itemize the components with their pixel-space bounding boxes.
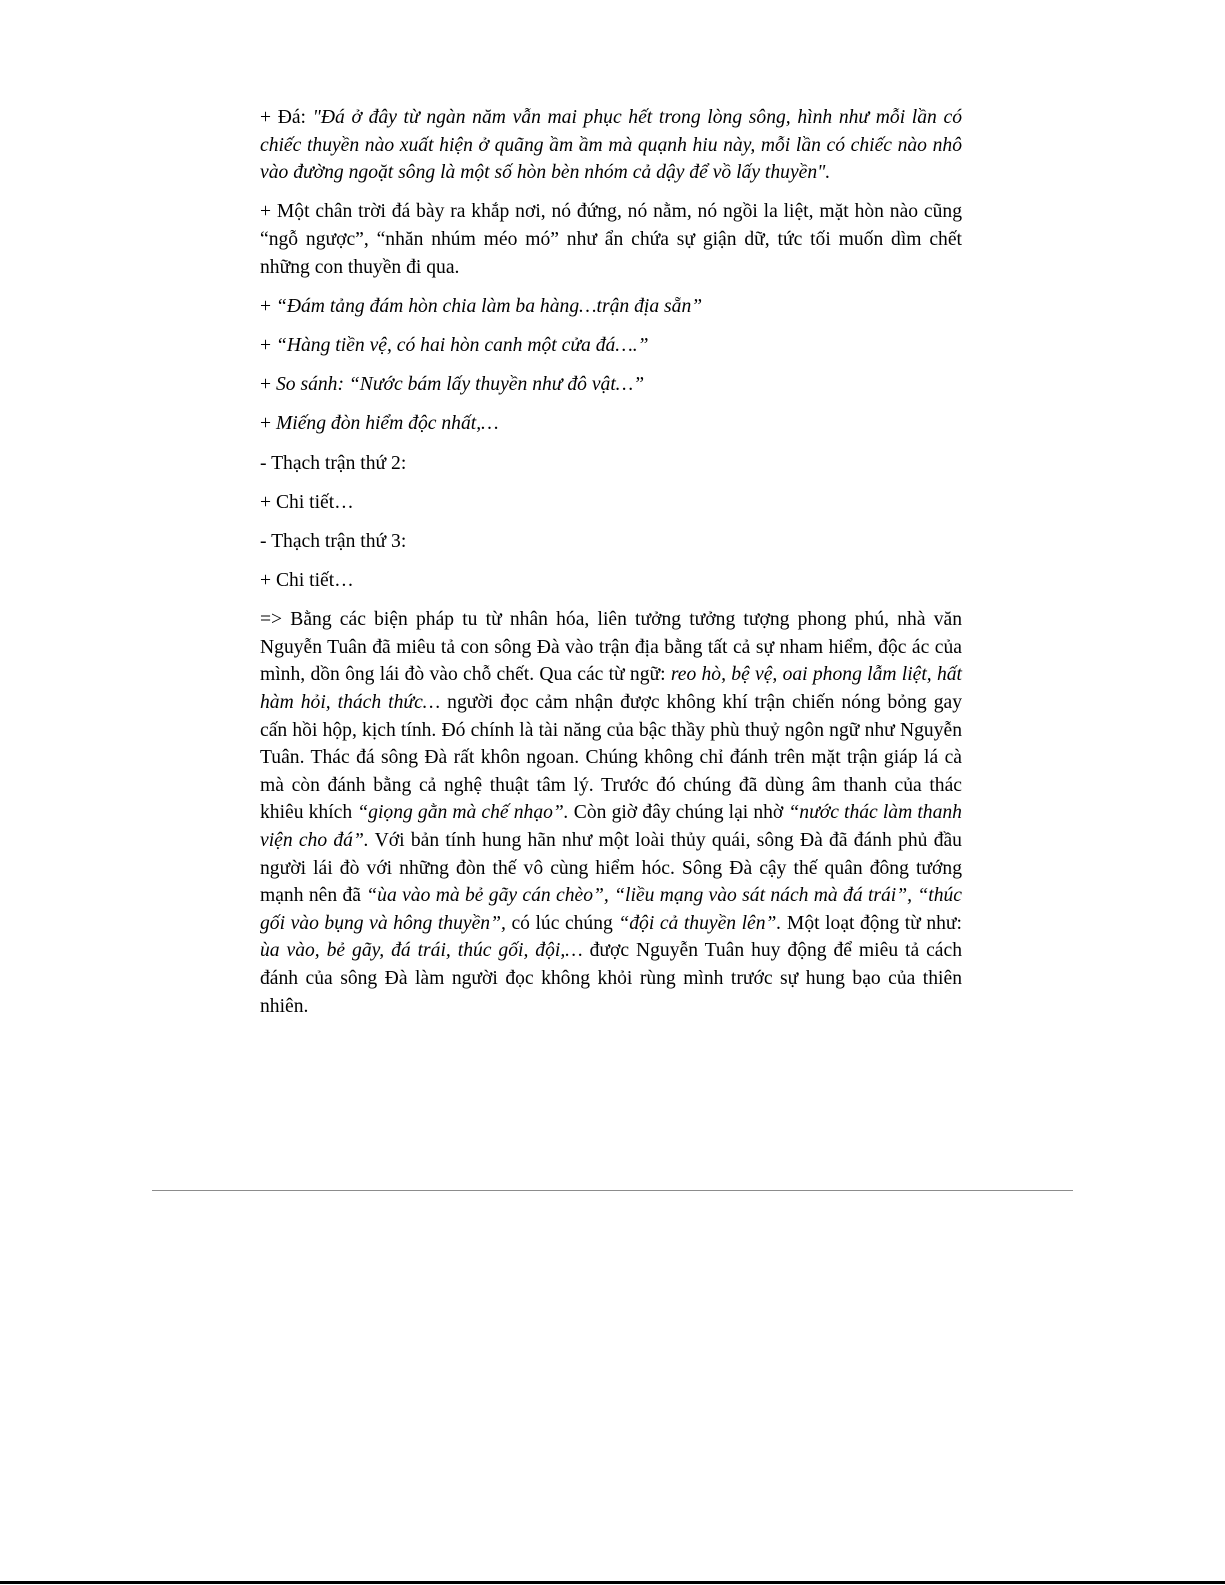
paragraph-battle-2: [260, 450, 962, 478]
section-label: - Thạch trận thứ 3:: [260, 530, 407, 552]
page-bottom-border: [0, 1581, 1225, 1584]
text-run: Với bản tính hung hãn như một loài thủy quái, sông Đà đã đánh phủ đầu người lái đò với những đòn thế vô cùng hiểm hóc. Sông Đà cậy thế quân đông tướng mạnh nên đã: [260, 830, 962, 907]
italic-quote: “Đám tảng đám hòn chia làm ba hàng…trận địa sẵn”: [275, 295, 703, 317]
text-run: Một loạt động từ như:: [781, 912, 962, 934]
paragraph-stone-quote: [260, 104, 962, 187]
text-run: Còn giờ đây chúng lại nhờ: [568, 802, 789, 824]
section-label: - Thạch trận thứ 2:: [260, 452, 407, 474]
paragraph-conclusion: [260, 606, 962, 1020]
italic-quote: "Đá ở đây từ ngàn năm vẫn mai phục hết trong lòng sông, hình như mỗi lần có chiếc thuyền nào xuất hiện ở quãng ầm ầm mà quạnh hiu này, mỗi lần có chiếc nào nhô vào đường ngoặt sông là một số hòn bèn nhóm cả dậy để vồ lấy thuyền".: [260, 107, 962, 184]
bullet-marker: +: [260, 413, 276, 435]
text-run: + Một chân trời đá bày ra khắp nơi, nó đứng, nó nằm, nó ngồi la liệt, mặt hòn nào cũng “ngỗ ngược”, “nhăn nhúm méo mó” như ẩn chứa sự giận dữ, tức tối muốn dìm chết những con thuyền đi qua.: [260, 201, 962, 278]
bullet-marker: +: [260, 374, 276, 396]
italic-quote: “nước thác làm thanh viện cho đá”.: [260, 802, 962, 851]
italic-text: ùa vào, bẻ gãy, đá trái, thúc gối, đội,…: [260, 940, 583, 962]
paragraph-vanguard: [260, 332, 962, 360]
detail-placeholder: + Chi tiết…: [260, 491, 354, 513]
italic-quote: “Hàng tiền vệ, có hai hòn canh một cửa đá….”: [275, 334, 649, 356]
paragraph-unique-move: [260, 410, 962, 438]
text-run: có lúc chúng: [505, 912, 619, 934]
italic-quote: “ùa vào mà bẻ gãy cán chèo”, “liều mạng vào sát nách mà đá trái”, “thúc gối vào bụng và hông thuyền”,: [260, 885, 962, 934]
paragraph-stone-horizon: [260, 198, 962, 281]
page-separator-line: [152, 1190, 1073, 1191]
bullet-marker: +: [260, 334, 276, 356]
text-run: + Đá:: [260, 107, 313, 128]
italic-quote: “giọng gằn mà chế nhạo”.: [357, 802, 569, 824]
italic-text: Miếng đòn hiểm độc nhất,…: [275, 413, 499, 435]
italic-quote: So sánh: “Nước bám lấy thuyền như đô vật…”: [275, 374, 645, 396]
paragraph-detail-3: [260, 567, 962, 595]
text-run: người đọc cảm nhận được không khí trận chiến nóng bỏng gay cấn hồi hộp, kịch tính. Đó chính là tài năng của bậc thầy phù thuỷ ngôn ngữ như Nguyễn Tuân. Thác đá sông Đà rất khôn ngoan. Chúng không chỉ đánh trên mặt trận giáp lá cà mà còn đánh bằng cả nghệ thuật tâm lý. Trước đó chúng đã dùng âm thanh của thác khiêu khích: [260, 692, 962, 824]
detail-placeholder: + Chi tiết…: [260, 570, 354, 592]
paragraph-battle-3: [260, 528, 962, 556]
paragraph-three-rows: [260, 293, 962, 321]
bullet-marker: +: [260, 295, 276, 317]
italic-quote: “đội cả thuyền lên”.: [618, 912, 782, 934]
document-body: [260, 104, 962, 1032]
text-run: được Nguyễn Tuân huy động để miêu tả cách đánh của sông Đà làm người đọc không khỏi rùng mình trước sự hung bạo của thiên nhiên.: [260, 940, 962, 1017]
paragraph-comparison: [260, 371, 962, 399]
text-run: => Bằng các biện pháp tu từ nhân hóa, liên tưởng tưởng tượng phong phú, nhà văn Nguyễn Tuân đã miêu tả con sông Đà vào trận địa bằng tất cả sự nham hiểm, độc ác của mình, dồn ông lái đò vào chỗ chết. Qua các từ ngữ:: [260, 609, 962, 686]
italic-text: reo hò, bệ vệ, oai phong lẫm liệt, hất hàm hỏi, thách thức…: [260, 664, 963, 714]
paragraph-detail-2: [260, 489, 962, 517]
